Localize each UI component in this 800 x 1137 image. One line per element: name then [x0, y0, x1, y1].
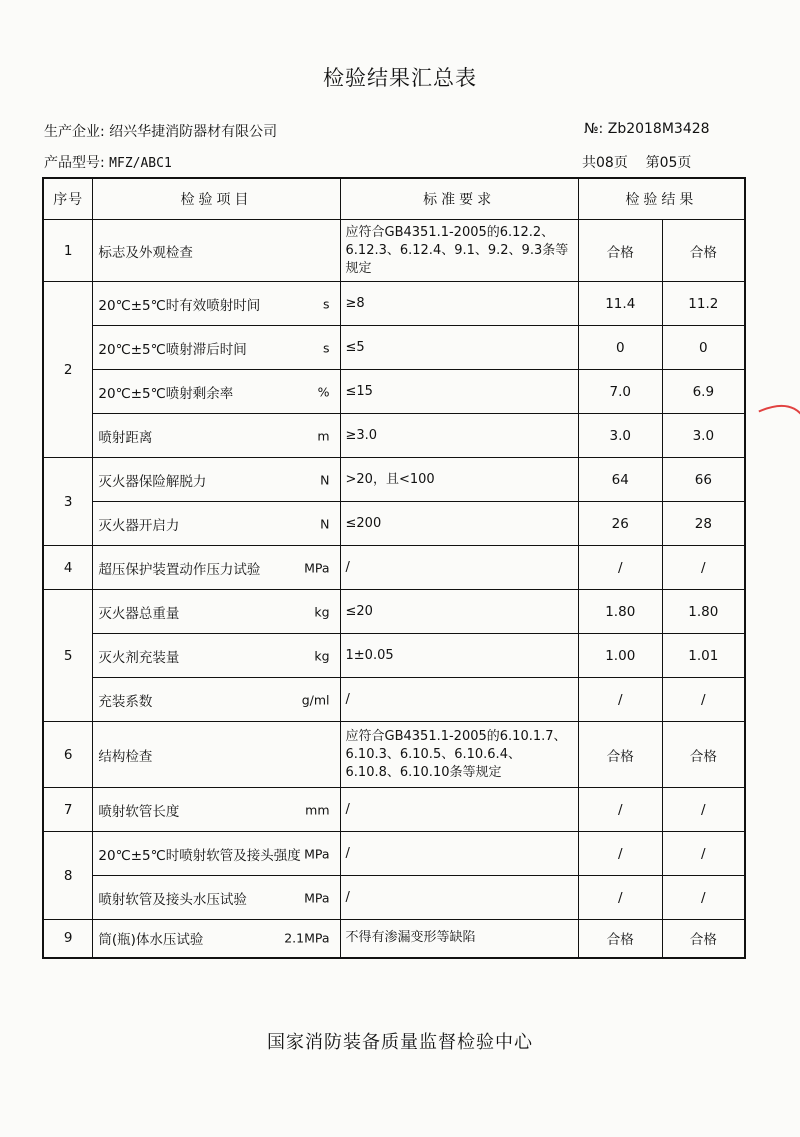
result-sample-1: 合格	[578, 220, 662, 282]
test-item-unit: MPa	[304, 846, 330, 861]
col-header-item: 检验项目	[93, 178, 340, 220]
standard-requirement: /	[340, 678, 578, 722]
test-item-cell	[93, 876, 340, 920]
test-item-unit: N	[320, 516, 330, 531]
test-item-cell	[93, 282, 340, 326]
test-item-label: 喷射距离	[98, 429, 153, 446]
table-row	[43, 326, 745, 370]
result-sample-1: 7.0	[578, 370, 662, 414]
test-item-unit: mm	[305, 802, 330, 817]
col-header-result: 检验结果	[578, 178, 745, 220]
row-number: 1	[43, 220, 93, 282]
test-item-unit: g/ml	[301, 692, 330, 707]
result-sample-1: 64	[578, 458, 662, 502]
results-table	[42, 177, 746, 959]
result-sample-2: /	[662, 876, 745, 920]
result-sample-2: /	[662, 678, 745, 722]
test-item-cell	[93, 722, 340, 788]
test-item-cell	[93, 502, 340, 546]
test-item-cell	[93, 678, 340, 722]
test-item-label: 灭火器开启力	[98, 517, 180, 534]
standard-requirement: /	[340, 788, 578, 832]
test-item-label: 充装系数	[98, 693, 153, 710]
test-item-cell	[93, 220, 340, 282]
result-sample-2: 1.01	[662, 634, 745, 678]
test-item-label: 20℃±5℃喷射滞后时间	[98, 341, 247, 358]
result-sample-2: 合格	[662, 920, 745, 958]
test-item-cell	[93, 546, 340, 590]
standard-requirement: 不得有渗漏变形等缺陷	[340, 920, 578, 958]
table-row	[43, 722, 745, 788]
result-sample-1: /	[578, 678, 662, 722]
result-sample-2: 1.80	[662, 590, 745, 634]
test-item-label: 标志及外观检查	[98, 244, 193, 261]
result-sample-1: /	[578, 876, 662, 920]
col-header-std: 标准要求	[340, 178, 578, 220]
test-item-unit: MPa	[304, 890, 330, 905]
test-item-unit: m	[317, 428, 330, 443]
standard-requirement: ≥3.0	[340, 414, 578, 458]
test-item-cell	[93, 788, 340, 832]
test-item-cell	[93, 414, 340, 458]
standard-requirement: ≤5	[340, 326, 578, 370]
row-number: 8	[43, 832, 93, 920]
test-item-cell	[93, 832, 340, 876]
table-row	[43, 876, 745, 920]
table-header-row	[43, 178, 745, 220]
result-sample-2: 0	[662, 326, 745, 370]
page-count: 共08页 第05页	[582, 155, 692, 171]
table-row	[43, 590, 745, 634]
result-sample-1: 26	[578, 502, 662, 546]
test-item-label: 超压保护装置动作压力试验	[98, 561, 261, 578]
result-sample-2: 66	[662, 458, 745, 502]
row-number: 7	[43, 788, 93, 832]
result-sample-1: 11.4	[578, 282, 662, 326]
result-sample-1: 合格	[578, 920, 662, 958]
table-row	[43, 220, 745, 282]
test-item-label: 20℃±5℃喷射剩余率	[98, 385, 234, 402]
test-item-cell	[93, 370, 340, 414]
standard-requirement: /	[340, 832, 578, 876]
test-item-label: 灭火器保险解脱力	[98, 473, 207, 490]
test-item-label: 筒(瓶)体水压试验	[98, 932, 204, 949]
test-item-label: 结构检查	[98, 748, 153, 765]
standard-requirement: 1±0.05	[340, 634, 578, 678]
stamp-arc-icon	[753, 376, 800, 444]
test-item-cell	[93, 458, 340, 502]
row-number: 9	[43, 920, 93, 958]
maker-label: 生产企业:	[44, 124, 105, 140]
maker-line	[44, 121, 277, 141]
row-number: 4	[43, 546, 93, 590]
result-sample-2: 6.9	[662, 370, 745, 414]
result-sample-2: /	[662, 788, 745, 832]
table-row	[43, 414, 745, 458]
row-number: 2	[43, 282, 93, 458]
standard-requirement: ≤15	[340, 370, 578, 414]
test-item-label: 20℃±5℃时有效喷射时间	[98, 297, 261, 314]
table-row	[43, 370, 745, 414]
table-row	[43, 634, 745, 678]
result-sample-2: /	[662, 832, 745, 876]
report-number: №: Zb2018M3428	[584, 121, 710, 137]
row-number: 3	[43, 458, 93, 546]
result-sample-1: 合格	[578, 722, 662, 788]
table-row	[43, 546, 745, 590]
result-sample-1: /	[578, 788, 662, 832]
test-item-label: 灭火器总重量	[98, 605, 180, 622]
test-item-unit: kg	[314, 604, 330, 619]
result-sample-2: 合格	[662, 220, 745, 282]
result-sample-1: /	[578, 832, 662, 876]
test-item-label: 灭火剂充装量	[98, 649, 180, 666]
standard-requirement: 应符合GB4351.1-2005的6.10.1.7、6.10.3、6.10.5、6.10.6.4、6.10.8、6.10.10条等规定	[340, 722, 578, 788]
table-row	[43, 788, 745, 832]
result-sample-2: /	[662, 546, 745, 590]
table-row	[43, 920, 745, 958]
standard-requirement: /	[340, 876, 578, 920]
test-item-label: 喷射软管及接头水压试验	[98, 891, 247, 908]
table-row	[43, 458, 745, 502]
page-title: 检验结果汇总表	[323, 66, 477, 90]
result-sample-2: 合格	[662, 722, 745, 788]
test-item-unit: s	[323, 340, 330, 355]
test-item-unit: kg	[314, 648, 330, 663]
standard-requirement: 应符合GB4351.1-2005的6.12.2、6.12.3、6.12.4、9.1、9.2、9.3条等规定	[340, 220, 578, 282]
result-sample-1: 1.00	[578, 634, 662, 678]
table-row	[43, 678, 745, 722]
result-sample-2: 11.2	[662, 282, 745, 326]
result-sample-1: 3.0	[578, 414, 662, 458]
test-item-cell	[93, 326, 340, 370]
test-item-unit: MPa	[304, 560, 330, 575]
model-line	[44, 152, 172, 172]
test-item-cell	[93, 634, 340, 678]
result-sample-1: 1.80	[578, 590, 662, 634]
table-row	[43, 282, 745, 326]
row-number: 5	[43, 590, 93, 722]
standard-requirement: >20，且<100	[340, 458, 578, 502]
test-item-unit: s	[323, 296, 330, 311]
row-number: 6	[43, 722, 93, 788]
standard-requirement: /	[340, 546, 578, 590]
table-row	[43, 502, 745, 546]
issuer-name: 国家消防装备质量监督检验中心	[267, 1032, 533, 1053]
model-label: 产品型号:	[44, 155, 105, 171]
col-header-no: 序号	[43, 178, 93, 220]
model-value: MFZ/ABC1	[109, 156, 172, 171]
test-item-label: 20℃±5℃时喷射软管及接头强度	[98, 847, 301, 864]
test-item-cell	[93, 920, 340, 958]
test-item-label: 喷射软管长度	[98, 803, 180, 820]
test-item-unit: %	[317, 384, 330, 399]
result-sample-1: 0	[578, 326, 662, 370]
table-row	[43, 832, 745, 876]
standard-requirement: ≤20	[340, 590, 578, 634]
standard-requirement: ≤200	[340, 502, 578, 546]
result-sample-2: 28	[662, 502, 745, 546]
test-item-unit: N	[320, 472, 330, 487]
result-sample-2: 3.0	[662, 414, 745, 458]
test-item-cell	[93, 590, 340, 634]
maker-name: 绍兴华捷消防器材有限公司	[109, 124, 278, 140]
test-item-unit: 2.1MPa	[284, 930, 330, 946]
standard-requirement: ≥8	[340, 282, 578, 326]
result-sample-1: /	[578, 546, 662, 590]
